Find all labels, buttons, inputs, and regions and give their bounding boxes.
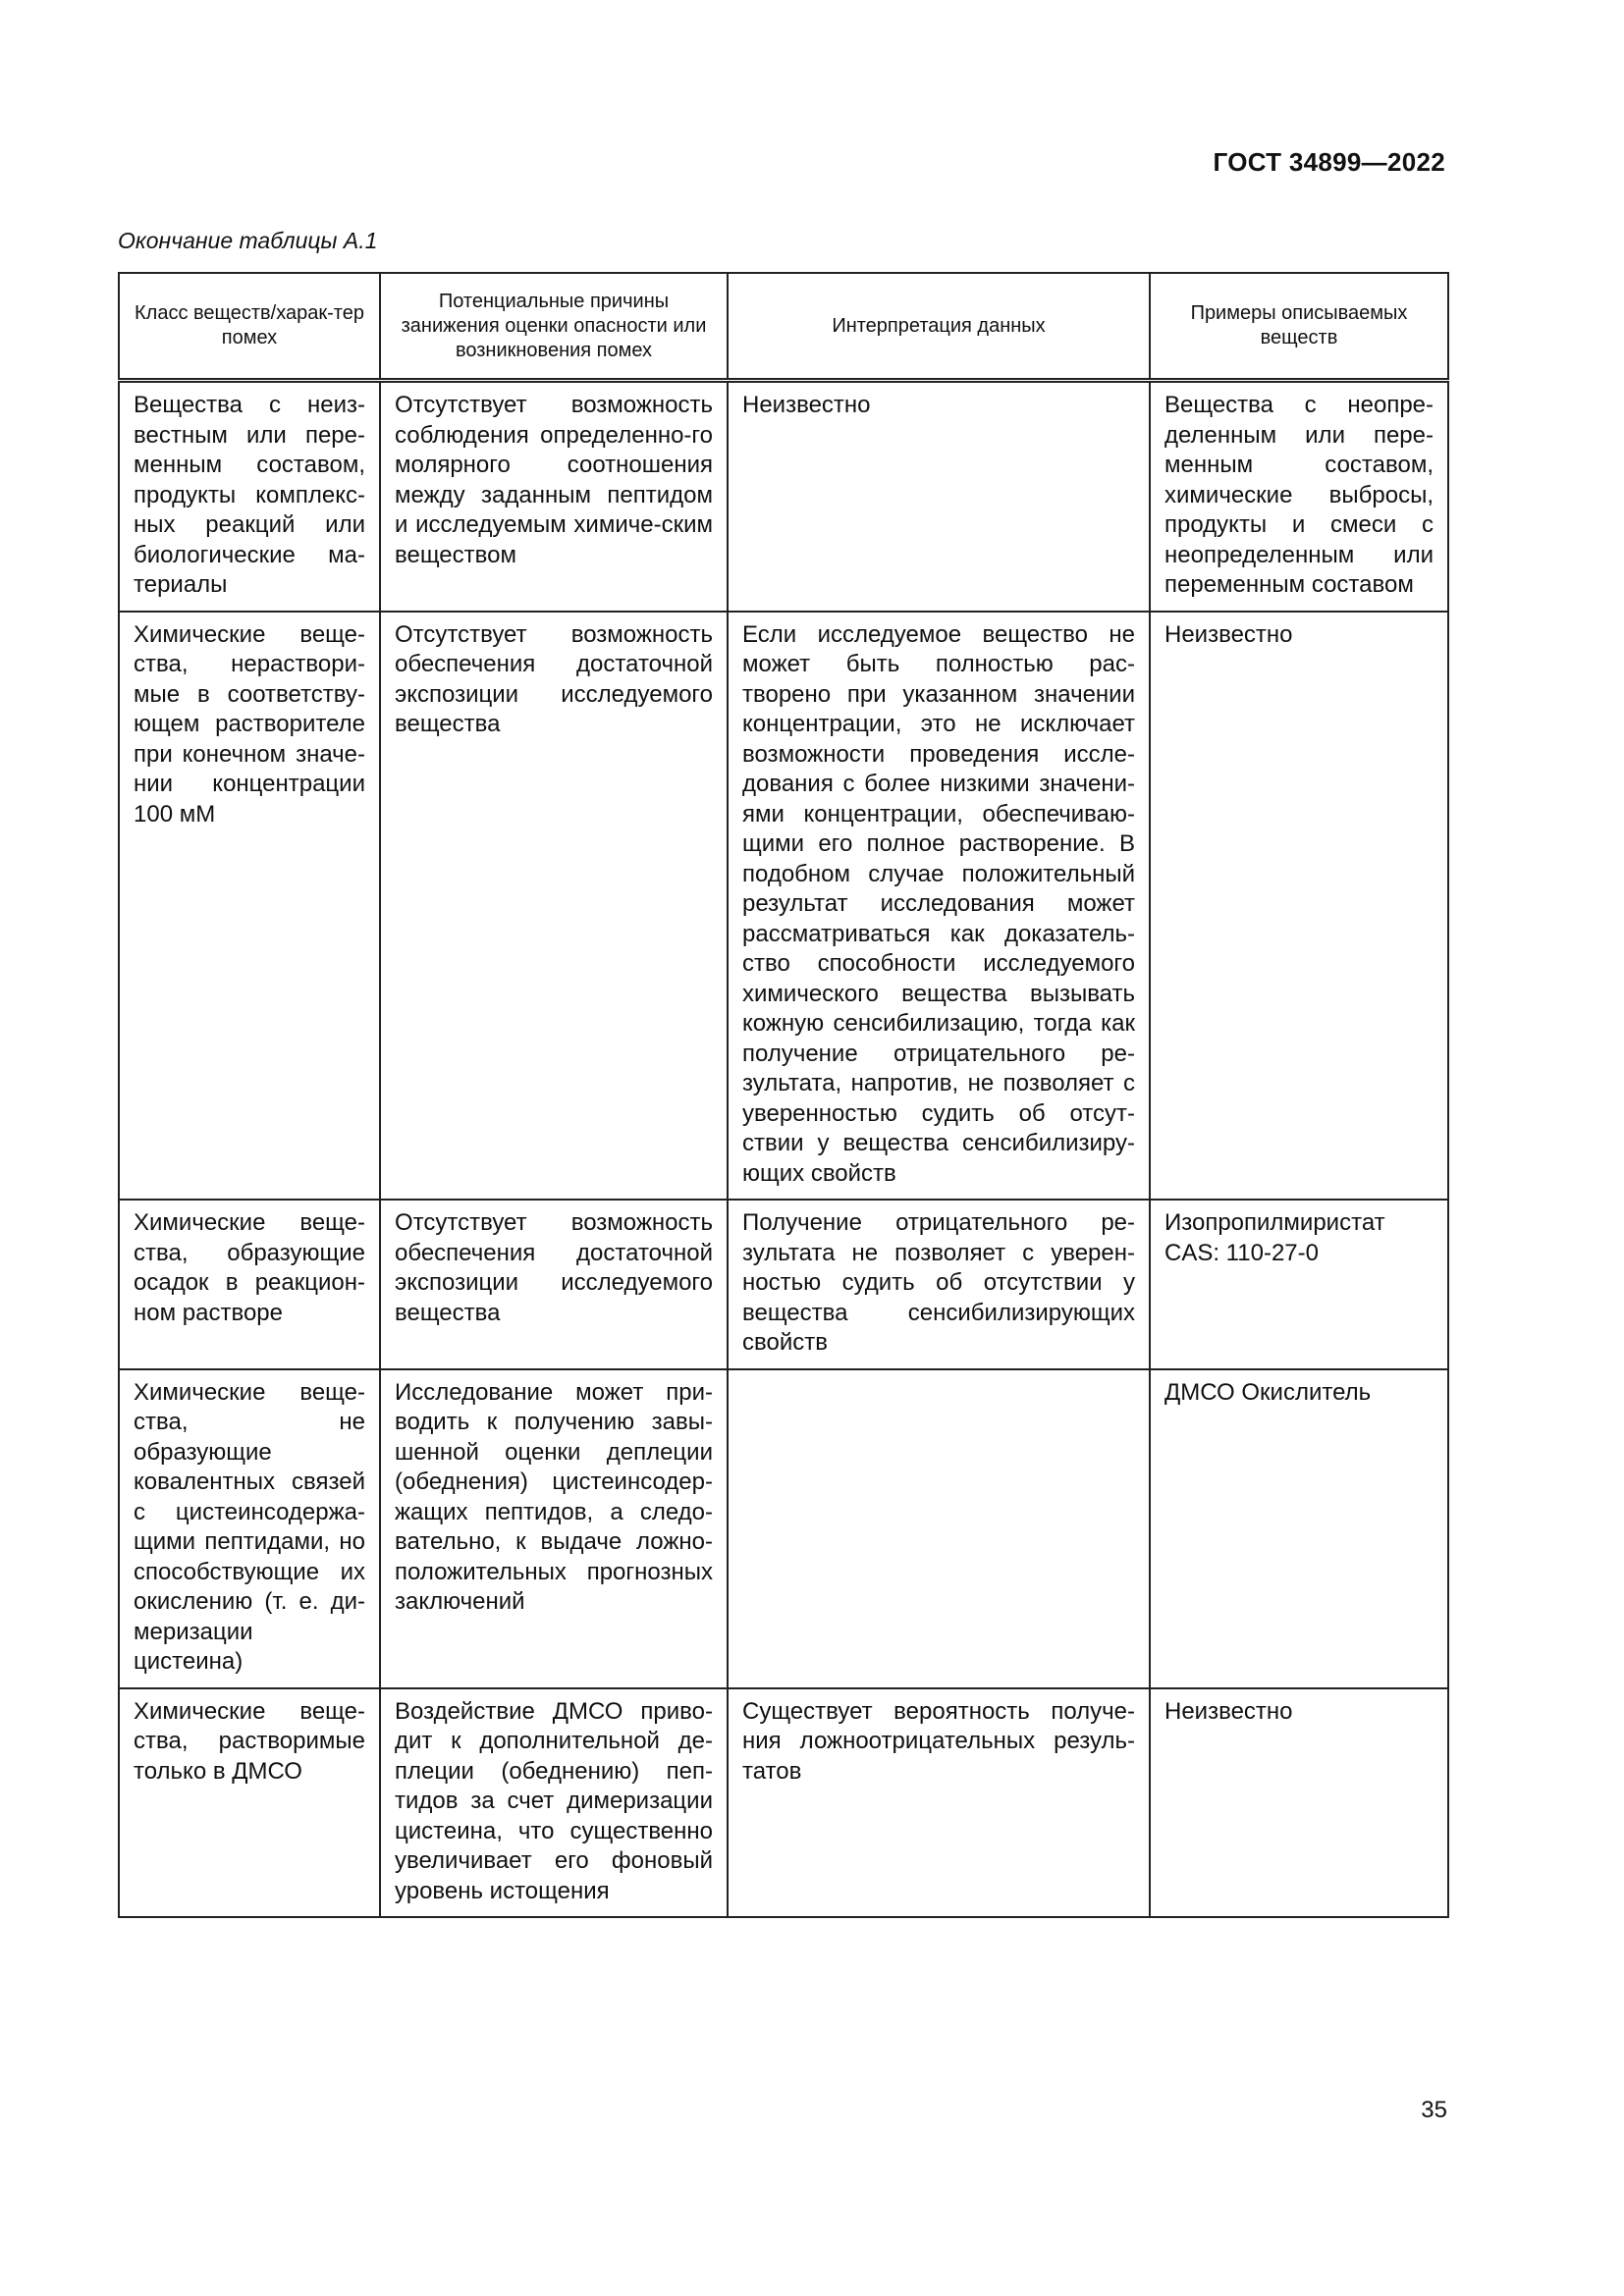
- cell-class: Химические веще-ства, растворимые только в ДМСО: [119, 1688, 380, 1918]
- page-number: 35: [1421, 2097, 1447, 2123]
- cell-interpretation: [728, 1369, 1150, 1688]
- cell-interpretation: Если исследуемое вещество не может быть полностью рас-творено при указанном значении концентрации, это не исключает возможности проведения иссле-дования с более низкими значени-ями концентрации, обеспечиваю-щими его полное растворение. В подобном случае положительный результат исследования может рассматриваться как доказатель-ство способности исследуемого химического вещества вызывать кожную сенсибилизацию, тогда как получение отрицательного ре-зультата, напротив, не позволяет с уверенностью судить об отсут-ствии у вещества сенсибилизиру-ющих свойств: [728, 612, 1150, 1201]
- cell-interpretation: Получение отрицательного ре-зультата не позволяет с уверен-ностью судить об отсутствии у вещества сенсибилизирующих свойств: [728, 1200, 1150, 1369]
- cell-examples: Неизвестно: [1150, 612, 1448, 1201]
- table-row: [119, 612, 1448, 1201]
- table-row: [119, 1200, 1448, 1369]
- cell-cause: Исследование может при-водить к получению завы-шенной оценки деплеции (обеднения) цистеинсодер-жащих пептидов, а следо-вательно, к выдаче ложно-положительных прогнозных заключений: [380, 1369, 728, 1688]
- data-table: [118, 272, 1449, 1918]
- table-row: [119, 1688, 1448, 1918]
- cell-cause: Отсутствует возможность обеспечения достаточной экспозиции исследуемого вещества: [380, 612, 728, 1201]
- table-caption: Окончание таблицы А.1: [118, 228, 378, 253]
- cell-interpretation: Неизвестно: [728, 381, 1150, 612]
- cell-class: Химические веще-ства, нераствори-мые в соответству-ющем растворителе при конечном значе-нии концентрации 100 мМ: [119, 612, 380, 1201]
- document-code: ГОСТ 34899—2022: [1213, 147, 1445, 177]
- column-header-cause: Потенциальные причины занижения оценки опасности или возникновения помех: [380, 273, 728, 381]
- cell-examples: Изопропилмиристат CAS: 110-27-0: [1150, 1200, 1448, 1369]
- cell-examples: Неизвестно: [1150, 1688, 1448, 1918]
- cell-cause: Воздействие ДМСО приво-дит к дополнительной де-плеции (обеднению) пеп-тидов за счет димеризации цистеина, что существенно увеличивает его фоновый уровень истощения: [380, 1688, 728, 1918]
- cell-class: Вещества с неиз-вестным или пере-менным составом, продукты комплекс-ных реакций или биологические ма-териалы: [119, 381, 380, 612]
- cell-examples: Вещества с неопре-деленным или пере-менным составом, химические выбросы, продукты и смеси с неопределенным или переменным составом: [1150, 381, 1448, 612]
- table-row: [119, 1369, 1448, 1688]
- cell-examples: ДМСО Окислитель: [1150, 1369, 1448, 1688]
- column-header-class: Класс веществ/харак-тер помех: [119, 273, 380, 381]
- cell-interpretation: Существует вероятность получе-ния ложноотрицательных резуль-татов: [728, 1688, 1150, 1918]
- table-header-row: [119, 273, 1448, 381]
- column-header-examples: Примеры описываемых веществ: [1150, 273, 1448, 381]
- cell-class: Химические веще-ства, не образующие ковалентных связей с цистеинсодержа-щими пептидами, но способствующие их окислению (т. е. ди-меризации цистеина): [119, 1369, 380, 1688]
- column-header-interpretation: Интерпретация данных: [728, 273, 1150, 381]
- cell-class: Химические веще-ства, образующие осадок в реакцион-ном растворе: [119, 1200, 380, 1369]
- cell-cause: Отсутствует возможность обеспечения достаточной экспозиции исследуемого вещества: [380, 1200, 728, 1369]
- table-row: [119, 381, 1448, 612]
- cell-cause: Отсутствует возможность соблюдения определенно-го молярного соотношения между заданным пептидом и исследуемым химиче-ским веществом: [380, 381, 728, 612]
